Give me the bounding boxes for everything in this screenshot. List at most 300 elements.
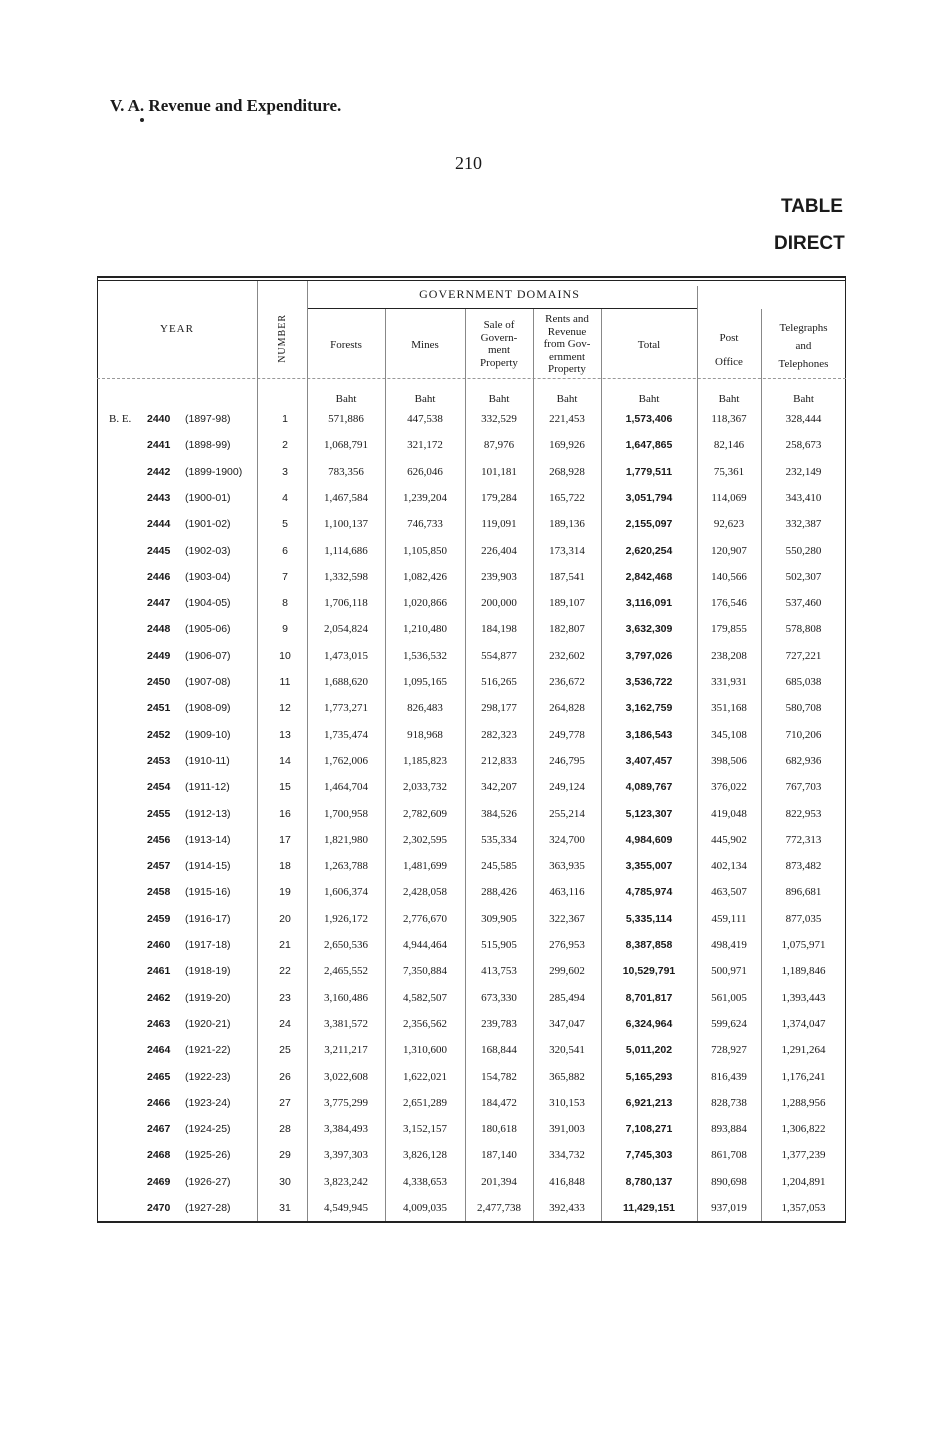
- rents-header-line: Revenue: [547, 325, 587, 338]
- row-number-cell: 11: [279, 676, 291, 688]
- mines-cell: 918,968: [407, 728, 443, 741]
- total-cell: 2,620,254: [625, 544, 673, 557]
- table-row: [97, 853, 846, 879]
- year-be-cell: 2468: [147, 1149, 171, 1162]
- post-office-cell: 890,698: [711, 1175, 747, 1188]
- revenue-table: [97, 276, 846, 1223]
- row-number-cell: 18: [279, 860, 291, 873]
- year-be-cell: 2451: [147, 702, 171, 715]
- mines-cell: 4,338,653: [403, 1175, 447, 1188]
- row-number-cell: 5: [282, 518, 288, 531]
- rents-cell: 334,732: [549, 1149, 585, 1162]
- rents-cell: 189,136: [549, 518, 585, 531]
- total-cell: 4,984,609: [625, 833, 673, 846]
- mines-cell: 2,651,289: [403, 1096, 447, 1109]
- year-ad-cell: (1926-27): [185, 1175, 231, 1188]
- year-be-cell: 2467: [147, 1123, 171, 1136]
- rents-cell: 320,541: [549, 1044, 585, 1057]
- table-row: [97, 511, 846, 537]
- row-number-cell: 21: [279, 939, 291, 951]
- rents-cell: 189,107: [549, 597, 585, 610]
- sale-cell: 226,404: [481, 544, 517, 557]
- mines-cell: 1,536,532: [403, 649, 447, 662]
- table-row: [97, 932, 846, 958]
- mines-cell: 826,483: [407, 702, 443, 715]
- mines-header: Mines: [411, 339, 439, 351]
- sale-cell: 168,844: [481, 1044, 517, 1057]
- forests-cell: 2,465,552: [324, 965, 368, 978]
- unit-label: Baht: [718, 393, 740, 405]
- year-ad-cell: (1913-14): [185, 833, 231, 846]
- year-be-cell: 2460: [147, 939, 171, 951]
- telegraphs-cell: 1,291,264: [781, 1044, 826, 1057]
- table-row: [97, 748, 846, 774]
- year-ad-cell: (1906-07): [185, 649, 231, 662]
- year-be-cell: 2463: [147, 1017, 171, 1030]
- sale-cell: 184,198: [481, 623, 517, 636]
- rents-cell: 363,935: [549, 860, 585, 873]
- total-cell: 8,701,817: [625, 991, 673, 1004]
- row-number-cell: 24: [279, 1017, 291, 1030]
- table-row: [97, 1064, 846, 1090]
- table-row: [97, 538, 846, 564]
- sale-cell: 201,394: [481, 1175, 517, 1188]
- row-number-cell: 22: [279, 965, 291, 978]
- rents-cell: 268,928: [549, 465, 585, 478]
- total-cell: 2,842,468: [625, 570, 673, 583]
- mines-cell: 7,350,884: [403, 965, 447, 978]
- year-header: YEAR: [160, 323, 194, 335]
- rents-cell: 236,672: [549, 676, 585, 688]
- rents-cell: 276,953: [549, 939, 585, 951]
- year-ad-cell: (1897-98): [185, 413, 231, 425]
- telegraphs-cell: 1,374,047: [781, 1017, 826, 1030]
- number-header-label: NUMBER: [276, 313, 288, 363]
- total-cell: 4,785,974: [625, 886, 673, 899]
- sale-cell: 200,000: [481, 597, 517, 610]
- forests-cell: 1,706,118: [324, 597, 368, 610]
- post-office-cell: 463,507: [711, 886, 747, 899]
- mines-cell: 3,826,128: [403, 1149, 447, 1162]
- unit-label: Baht: [556, 393, 578, 405]
- rents-cell: 182,807: [549, 623, 585, 636]
- row-number-cell: 1: [282, 413, 288, 425]
- telegraphs-cell: 873,482: [785, 860, 822, 873]
- year-be-cell: 2449: [147, 649, 171, 662]
- forests-cell: 2,054,824: [324, 623, 368, 636]
- unit-label: Baht: [793, 393, 814, 405]
- post-office-cell: 345,108: [711, 728, 747, 741]
- telegraphs-cell: 1,357,053: [781, 1202, 826, 1214]
- year-be-cell: 2465: [147, 1070, 171, 1083]
- post-office-cell: 120,907: [711, 544, 747, 557]
- total-cell: 5,011,202: [625, 1044, 673, 1057]
- table-row: [97, 1037, 846, 1063]
- post-office-cell: 176,546: [711, 597, 747, 610]
- year-be-cell: 2466: [147, 1096, 171, 1109]
- row-number-cell: 4: [282, 491, 288, 504]
- forests-cell: 2,650,536: [324, 939, 368, 951]
- forests-cell: 1,773,271: [324, 702, 368, 715]
- year-be-cell: 2457: [147, 860, 171, 873]
- sale-cell: 119,091: [481, 518, 517, 531]
- rents-cell: 392,433: [549, 1202, 585, 1214]
- table-row: [97, 879, 846, 905]
- sale-cell: 516,265: [481, 676, 517, 688]
- row-number-cell: 8: [282, 597, 288, 610]
- post-office-cell: 445,902: [711, 833, 747, 846]
- telegraphs-cell: 896,681: [785, 886, 822, 899]
- total-cell: 1,573,406: [625, 413, 673, 425]
- post-office-cell: 498,419: [711, 939, 747, 951]
- year-ad-cell: (1911-12): [185, 781, 230, 794]
- sale-cell: 245,585: [481, 860, 517, 873]
- total-cell: 5,335,114: [625, 912, 673, 925]
- forests-cell: 1,700,958: [324, 807, 368, 820]
- sale-cell: 239,903: [481, 570, 517, 583]
- year-be-cell: 2441: [147, 439, 171, 452]
- mines-cell: 4,582,507: [403, 991, 447, 1004]
- year-be-cell: 2447: [147, 597, 171, 610]
- mines-cell: 2,782,609: [403, 807, 447, 820]
- year-be-cell: 2464: [147, 1044, 171, 1057]
- telegraphs-cell: 1,204,891: [781, 1175, 826, 1188]
- unit-label: Baht: [638, 393, 660, 405]
- row-number-cell: 2: [282, 439, 288, 452]
- year-be-cell: 2456: [147, 833, 171, 846]
- total-cell: 10,529,791: [622, 965, 676, 978]
- sale-header-line: Property: [480, 356, 518, 369]
- section-title: V. A. Revenue and Expenditure.: [110, 96, 342, 115]
- telegraphs-cell: 578,808: [785, 623, 822, 636]
- year-be-cell: 2448: [147, 623, 171, 636]
- table-row: [97, 590, 846, 616]
- table-row: [97, 1090, 846, 1116]
- post-office-cell: 893,884: [711, 1123, 747, 1136]
- forests-cell: 1,688,620: [324, 676, 368, 688]
- table-row: [97, 459, 846, 485]
- tel-header-line: Telegraphs: [779, 322, 828, 334]
- telegraphs-cell: 710,206: [785, 728, 822, 741]
- year-ad-cell: (1919-20): [185, 991, 231, 1004]
- post-office-cell: 500,971: [711, 965, 747, 978]
- sale-cell: 87,976: [483, 439, 515, 452]
- total-cell: 1,647,865: [625, 439, 673, 452]
- year-be-cell: 2442: [147, 465, 171, 478]
- forests-cell: 571,886: [328, 413, 364, 425]
- table-row: [97, 774, 846, 800]
- row-number-cell: 3: [282, 465, 288, 478]
- table-row: [97, 564, 846, 590]
- rents-header-line: Property: [548, 363, 586, 375]
- sale-cell: 332,529: [481, 413, 517, 425]
- row-number-cell: 14: [279, 754, 291, 767]
- rents-cell: 221,453: [549, 413, 585, 425]
- telegraphs-cell: 1,288,956: [781, 1096, 826, 1109]
- telegraphs-cell: 682,936: [785, 754, 822, 767]
- rents-cell: 249,124: [549, 781, 585, 794]
- total-cell: 1,779,511: [625, 465, 673, 478]
- row-number-cell: 10: [279, 649, 291, 662]
- table-row: [97, 906, 846, 932]
- telegraphs-cell: 550,280: [785, 544, 822, 557]
- year-be-cell: 2446: [147, 570, 171, 583]
- year-ad-cell: (1912-13): [185, 807, 231, 820]
- year-be-cell: 2450: [147, 676, 171, 688]
- mines-cell: 1,481,699: [403, 860, 447, 873]
- rents-cell: 246,795: [549, 754, 585, 767]
- forests-cell: 4,549,945: [324, 1202, 368, 1214]
- mines-cell: 3,152,157: [403, 1123, 447, 1136]
- year-be-cell: 2455: [147, 807, 171, 820]
- year-ad-cell: (1915-16): [185, 886, 231, 899]
- row-number-cell: 30: [279, 1175, 291, 1188]
- mines-cell: 4,944,464: [403, 939, 447, 951]
- year-be-cell: 2440: [147, 413, 171, 425]
- table-row: [97, 485, 846, 511]
- rents-cell: 463,116: [549, 886, 585, 899]
- sale-cell: 413,753: [481, 965, 517, 978]
- year-ad-cell: (1927-28): [185, 1202, 231, 1214]
- year-ad-cell: (1916-17): [185, 912, 231, 925]
- forests-cell: 3,022,608: [324, 1070, 368, 1083]
- table-row: [97, 958, 846, 984]
- rents-cell: 416,848: [549, 1175, 585, 1188]
- mines-cell: 1,310,600: [403, 1044, 447, 1057]
- row-number-cell: 17: [279, 833, 291, 846]
- total-cell: 3,407,457: [625, 754, 673, 767]
- telegraphs-cell: 767,703: [785, 781, 822, 794]
- total-cell: 4,089,767: [625, 781, 673, 794]
- year-ad-cell: (1899-1900): [185, 465, 243, 478]
- telegraphs-cell: 772,313: [785, 833, 822, 846]
- mines-cell: 447,538: [407, 413, 443, 425]
- rents-cell: 255,214: [549, 807, 585, 820]
- telegraphs-cell: 232,149: [785, 465, 822, 478]
- total-cell: 5,165,293: [625, 1070, 673, 1083]
- rents-cell: 310,153: [549, 1096, 585, 1109]
- year-ad-cell: (1914-15): [185, 860, 231, 873]
- telegraphs-cell: 537,460: [785, 597, 822, 610]
- mines-cell: 2,776,670: [403, 912, 447, 925]
- forests-cell: 3,384,493: [324, 1123, 368, 1136]
- year-ad-cell: (1908-09): [185, 702, 231, 715]
- year-ad-cell: (1910-11): [185, 754, 230, 767]
- post-office-header: [697, 326, 761, 374]
- post-header-line: Office: [715, 356, 743, 368]
- telegraphs-cell: 877,035: [785, 912, 822, 925]
- sale-cell: 342,207: [481, 781, 517, 794]
- row-number-cell: 9: [282, 623, 288, 636]
- telegraphs-cell: 685,038: [785, 676, 822, 688]
- sale-cell: 187,140: [481, 1149, 517, 1162]
- total-cell: 3,162,759: [625, 702, 673, 715]
- forests-cell: 1,762,006: [324, 754, 368, 767]
- total-header: Total: [637, 339, 661, 351]
- sale-cell: 282,323: [481, 728, 517, 741]
- sale-header-line: ment: [488, 344, 510, 356]
- table-row: [97, 432, 846, 458]
- rents-cell: 324,700: [549, 833, 585, 846]
- page-number: 210: [455, 153, 482, 173]
- table-row: [97, 722, 846, 748]
- year-ad-cell: (1925-26): [185, 1149, 231, 1162]
- year-ad-cell: (1905-06): [185, 623, 231, 636]
- post-office-cell: 599,624: [711, 1017, 747, 1030]
- number-header: [257, 302, 307, 374]
- post-office-cell: 331,931: [711, 676, 747, 688]
- forests-cell: 3,397,303: [324, 1149, 368, 1162]
- government-domains-header: GOVERNMENT DOMAINS: [419, 287, 580, 301]
- row-number-cell: 25: [279, 1044, 291, 1057]
- sale-cell: 2,477,738: [477, 1202, 521, 1214]
- row-number-cell: 16: [279, 807, 291, 820]
- year-ad-cell: (1924-25): [185, 1123, 231, 1136]
- table-row: [97, 985, 846, 1011]
- forests-cell: 783,356: [328, 465, 364, 478]
- year-be-cell: 2459: [147, 912, 171, 925]
- table-subheading: DIRECT: [774, 233, 845, 254]
- year-be-cell: 2444: [147, 518, 171, 531]
- year-be-cell: 2454: [147, 781, 171, 794]
- table-row: [97, 669, 846, 695]
- post-office-cell: 75,361: [713, 465, 745, 478]
- tel-header-line: Telephones: [778, 358, 829, 370]
- rents-cell: 232,602: [549, 649, 585, 662]
- forests-cell: 1,068,791: [324, 439, 368, 452]
- year-ad-cell: (1900-01): [185, 491, 231, 504]
- rents-cell: 165,722: [549, 491, 585, 504]
- row-number-cell: 13: [279, 728, 291, 741]
- row-number-cell: 12: [279, 702, 291, 715]
- telegraphs-cell: 1,393,443: [781, 991, 826, 1004]
- row-number-cell: 26: [279, 1070, 291, 1083]
- post-office-cell: 937,019: [711, 1202, 747, 1214]
- telegraphs-cell: 502,307: [785, 570, 822, 583]
- forests-cell: 1,821,980: [324, 833, 368, 846]
- forests-cell: 3,775,299: [324, 1096, 368, 1109]
- rents-cell: 187,541: [549, 570, 585, 583]
- post-office-cell: 419,048: [711, 807, 747, 820]
- tel-header-line: and: [795, 340, 812, 352]
- forests-cell: 3,160,486: [324, 991, 368, 1004]
- rents-header-line: ernment: [548, 350, 586, 363]
- rents-cell: 173,314: [549, 544, 585, 557]
- total-cell: 3,536,722: [625, 676, 673, 688]
- forests-cell: 1,332,598: [324, 570, 368, 583]
- post-office-cell: 114,069: [711, 491, 747, 504]
- telegraphs-cell: 328,444: [785, 413, 822, 425]
- year-be-cell: 2462: [147, 991, 171, 1004]
- year-be-cell: 2470: [147, 1202, 171, 1214]
- table-row: [97, 406, 846, 432]
- rents-header-line: from Gov-: [543, 338, 591, 350]
- mines-cell: 1,622,021: [403, 1070, 447, 1083]
- sale-header: [465, 319, 533, 369]
- post-office-cell: 140,566: [711, 570, 747, 583]
- row-number-cell: 28: [279, 1123, 291, 1136]
- row-number-cell: 15: [279, 781, 291, 794]
- rents-cell: 365,882: [549, 1070, 585, 1083]
- table-row: [97, 643, 846, 669]
- rents-cell: 264,828: [549, 702, 585, 715]
- year-ad-cell: (1923-24): [185, 1096, 231, 1109]
- sale-cell: 101,181: [481, 465, 517, 478]
- forests-cell: 1,100,137: [324, 518, 368, 531]
- year-be-cell: 2445: [147, 544, 171, 557]
- sale-cell: 673,330: [481, 991, 517, 1004]
- row-number-cell: 7: [282, 570, 288, 583]
- total-cell: 6,921,213: [625, 1096, 673, 1109]
- total-cell: 2,155,097: [625, 518, 673, 531]
- sale-cell: 298,177: [481, 702, 517, 715]
- mines-cell: 321,172: [407, 439, 443, 452]
- post-office-cell: 861,708: [711, 1149, 747, 1162]
- mines-cell: 1,105,850: [403, 544, 447, 557]
- forests-cell: 1,263,788: [324, 860, 368, 873]
- forests-cell: 3,381,572: [324, 1017, 368, 1030]
- total-cell: 3,116,091: [625, 597, 673, 610]
- forests-header: Forests: [330, 339, 362, 351]
- mines-cell: 2,356,562: [403, 1017, 447, 1030]
- post-office-cell: 118,367: [711, 413, 747, 425]
- telegraphs-cell: 822,953: [785, 807, 822, 820]
- telegraphs-cell: 1,377,239: [781, 1149, 826, 1162]
- year-ad-cell: (1920-21): [185, 1017, 231, 1030]
- row-number-cell: 31: [279, 1202, 291, 1214]
- forests-cell: 1,464,704: [324, 781, 368, 794]
- table-heading: TABLE: [781, 196, 843, 217]
- telegraphs-cell: 1,075,971: [781, 939, 826, 951]
- sale-cell: 179,284: [481, 491, 517, 504]
- telegraphs-cell: 343,410: [785, 491, 822, 504]
- rents-cell: 299,602: [549, 965, 585, 978]
- sale-cell: 212,833: [481, 754, 517, 767]
- year-ad-cell: (1909-10): [185, 728, 231, 741]
- forests-cell: 1,926,172: [324, 912, 368, 925]
- forests-cell: 1,473,015: [324, 649, 368, 662]
- mines-cell: 2,033,732: [403, 781, 447, 794]
- mines-cell: 1,020,866: [403, 597, 447, 610]
- total-cell: 7,108,271: [625, 1123, 673, 1136]
- forests-cell: 3,823,242: [324, 1175, 368, 1188]
- table-row: [97, 1142, 846, 1168]
- total-cell: 3,186,543: [625, 728, 673, 741]
- rents-header: [533, 313, 601, 376]
- total-cell: 3,051,794: [625, 491, 673, 504]
- row-number-cell: 23: [279, 991, 291, 1004]
- post-office-cell: 238,208: [711, 649, 747, 662]
- year-be-cell: 2469: [147, 1175, 171, 1188]
- mines-cell: 1,095,165: [403, 676, 447, 688]
- year-ad-cell: (1901-02): [185, 518, 231, 531]
- unit-label: Baht: [488, 393, 510, 405]
- total-cell: 8,387,858: [625, 939, 673, 951]
- sale-cell: 154,782: [481, 1070, 517, 1083]
- unit-label: Baht: [414, 393, 436, 405]
- year-ad-cell: (1907-08): [185, 676, 231, 688]
- telegraphs-cell: 1,306,822: [781, 1123, 826, 1136]
- year-be-cell: 2461: [147, 965, 171, 978]
- year-ad-cell: (1918-19): [185, 965, 231, 978]
- post-office-cell: 351,168: [711, 702, 747, 715]
- unit-label: Baht: [335, 393, 357, 405]
- sale-cell: 288,426: [481, 886, 517, 899]
- year-ad-cell: (1898-99): [185, 439, 231, 452]
- post-office-cell: 402,134: [711, 860, 747, 873]
- post-office-cell: 816,439: [711, 1070, 747, 1083]
- total-cell: 7,745,303: [625, 1149, 673, 1162]
